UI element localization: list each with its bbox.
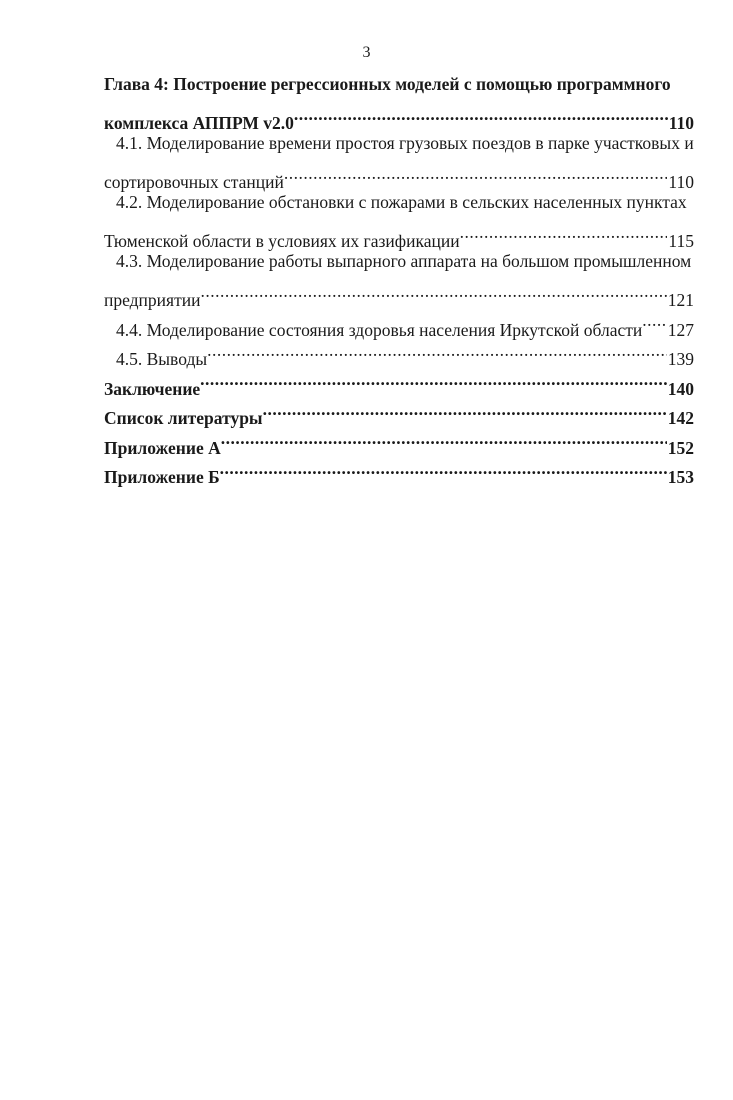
toc-page-number: 152 — [667, 437, 694, 458]
toc-page-number: 153 — [667, 467, 694, 487]
toc-line — [104, 188, 694, 218]
toc-entry-title: Список литературы — [104, 408, 263, 428]
toc-page-number: 121 — [667, 290, 694, 310]
toc-entry-title: 4.3. Моделирование работы выпарного аппарата на большом промышленном — [116, 251, 692, 271]
toc-page-number: 140 — [667, 378, 694, 399]
toc-page-number: 127 — [667, 319, 694, 340]
toc-entry-title: сортировочных станций — [104, 172, 284, 192]
toc-leader-dots — [294, 100, 668, 130]
toc-page-number: 110 — [668, 172, 694, 192]
toc-leader-dots — [221, 424, 667, 454]
toc-page-number: 110 — [668, 113, 694, 133]
toc-entry-title: Приложение А — [104, 437, 221, 458]
toc-entry-title: 4.2. Моделирование обстановки с пожарами в сельских населенных пунктах — [116, 192, 687, 212]
toc-page-number: 115 — [668, 231, 694, 251]
toc-entry-title: предприятии — [104, 290, 201, 310]
toc-line — [104, 159, 694, 192]
toc-entry-title: Приложение Б — [104, 467, 220, 487]
toc-entry-title: Тюменской области в условиях их газификации — [104, 231, 460, 251]
toc-line — [104, 247, 694, 277]
toc-leader-dots — [642, 306, 666, 336]
toc-leader-dots — [207, 336, 667, 366]
table-of-contents — [104, 70, 694, 487]
toc-entry[interactable] — [104, 70, 694, 133]
toc-page-number: 142 — [667, 408, 694, 428]
toc-entry-title: Глава 4: Построение регрессионных моделей с помощью программного — [104, 74, 671, 94]
toc-line — [104, 218, 694, 251]
toc-line — [104, 100, 694, 133]
toc-leader-dots — [460, 218, 668, 248]
toc-leader-dots — [263, 395, 667, 425]
toc-entry[interactable] — [104, 129, 694, 192]
toc-entry[interactable] — [104, 188, 694, 251]
toc-entry-title: 4.1. Моделирование времени простоя грузовых поездов в парке участковых и — [116, 133, 694, 153]
page-number: 3 — [362, 44, 371, 61]
toc-leader-dots — [220, 454, 667, 484]
toc-entry-title: 4.5. Выводы — [116, 349, 208, 369]
toc-line — [104, 129, 694, 159]
toc-entry-title: комплекса АППРМ v2.0 — [104, 113, 294, 133]
toc-entry-title: Заключение — [104, 378, 201, 399]
toc-entry[interactable] — [104, 247, 694, 310]
toc-line — [104, 277, 694, 310]
toc-line — [104, 70, 694, 100]
toc-entry-title: 4.4. Моделирование состояния здоровья населения Иркутской области — [116, 319, 643, 340]
toc-leader-dots — [200, 365, 667, 395]
toc-leader-dots — [200, 277, 666, 307]
toc-leader-dots — [284, 159, 667, 189]
toc-page-number: 139 — [667, 349, 694, 369]
